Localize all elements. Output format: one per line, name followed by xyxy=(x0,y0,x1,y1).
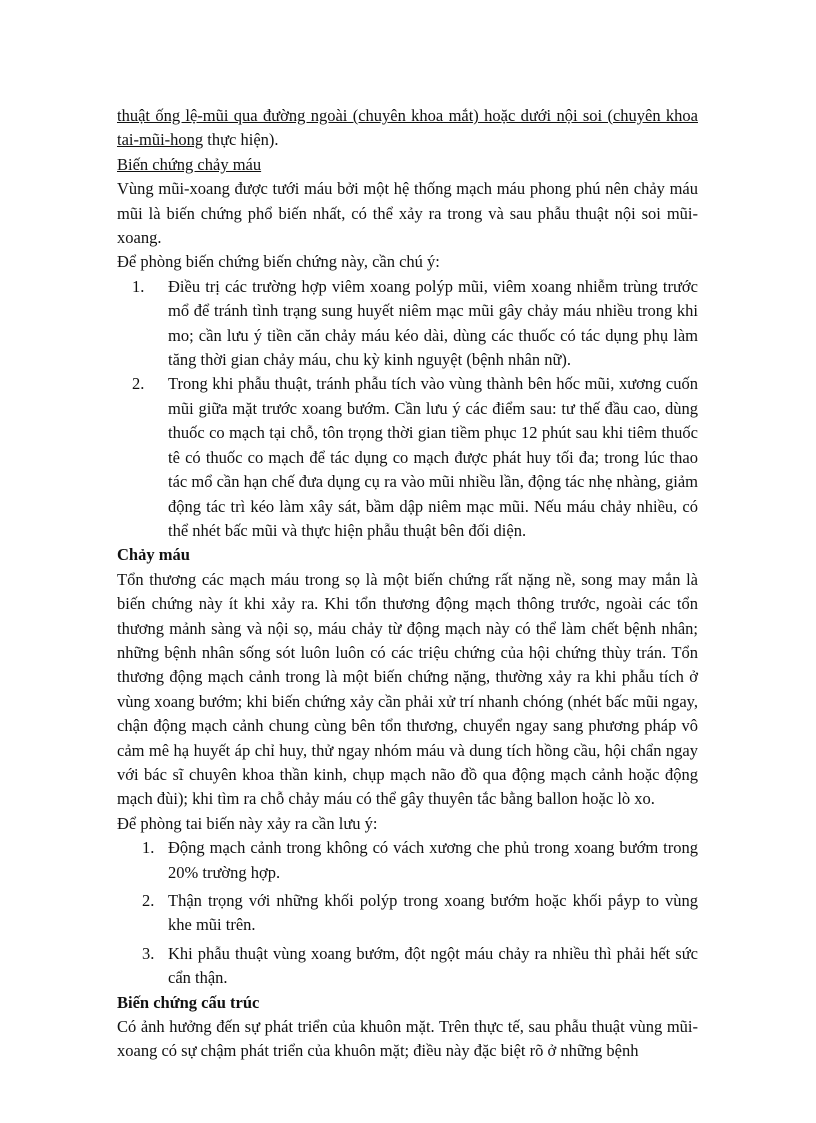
list-item-text: Khi phẫu thuật vùng xoang bướm, đột ngột máu chảy ra nhiều thì phải hết sức cẩn thận. xyxy=(168,943,698,988)
list-item xyxy=(117,942,698,991)
list-item xyxy=(117,836,698,885)
document-page xyxy=(117,104,698,1064)
intro-link: thuật ống lệ-mũi qua đường ngoài (chuyên khoa mắt) hoặc dưới nội soi (chuyên khoa tai-mũi-hong xyxy=(117,106,698,150)
list-item-number: 2. xyxy=(142,891,155,910)
intro-tail: thực hiện). xyxy=(203,130,279,150)
structural-paragraph: Có ảnh hưởng đến sự phát triển của khuôn mặt. Trên thực tế, sau phẫu thuật vùng mũi-xoang có sự chậm phát triển của khuôn mặt; điều này đặc biệt rõ ở những bệnh xyxy=(117,1017,698,1061)
list-item-number: 2. xyxy=(132,374,145,394)
bleeding-complication-prevention-lead: Để phòng biến chứng biến chứng này, cần chú ý: xyxy=(117,252,440,272)
list-item xyxy=(117,889,698,938)
intro-paragraph xyxy=(117,104,698,153)
section-heading-structural: Biến chứng cấu trúc xyxy=(117,992,260,1012)
list-item-text: Động mạch cảnh trong không có vách xương che phủ trong xoang bướm trong 20% trường hợp. xyxy=(168,838,698,882)
list-item-number: 1. xyxy=(142,838,155,858)
bleeding-prevention-list xyxy=(117,836,698,990)
section-heading-bleeding: Chảy máu xyxy=(117,545,190,565)
list-item-number: 3. xyxy=(142,943,155,963)
bleeding-complication-list xyxy=(117,275,698,543)
list-item-text: Trong khi phẫu thuật, tránh phẫu tích vào vùng thành bên hốc mũi, xương cuốn mũi giữa mặt trước xoang bướm. Cần lưu ý các điểm sau: tư thế đầu cao, dùng thuốc co mạch tại chỗ, tôn trọng thời gian tiềm phục 12 phút sau khi tiêm thuốc tê có thuốc co mạch để tác dụng co mạch được phát huy tối đa; trong lúc thao tác mổ cần hạn chế đưa dụng cụ ra vào mũi nhiều lần, động tác nhẹ nhàng, giảm động tác trì kéo làm xây sát, bầm dập niêm mạc mũi. Nếu máu chảy nhiều, có thể nhét bấc mũi và thực hiện phẫu thuật bên đối diện. xyxy=(168,374,698,540)
list-item-text: Thận trọng với những khối polýp trong xoang bướm hoặc khối pắyp to vùng khe mũi trên. xyxy=(168,891,698,935)
bleeding-prevention-lead: Để phòng tai biến này xảy ra cần lưu ý: xyxy=(117,813,378,833)
bleeding-paragraph: Tổn thương các mạch máu trong sọ là một biến chứng rất nặng nề, song may mắn là biến chứng này ít khi xảy ra. Khi tổn thương động mạch thông trước, ngoài các tổn thương mảnh sàng và nội sọ, máu chảy từ động mạch này có thể làm chết bệnh nhân; những bệnh nhân sống sót luôn luôn có các triệu chứng của hội chứng thùy trán. Tổn thương động mạch cảnh trong là một biến chứng nặng, thường xảy ra khi phẫu tích ở vùng xoang bướm; khi biến chứng xảy cần phải xử trí nhanh chóng (nhét bấc mũi ngay, chận động mạch cảnh chung cùng bên tổn thương, chuyển ngay sang phương pháp vô cảm mê hạ huyết áp chỉ huy, thử ngay nhóm máu và dung tích hồng cầu, hội chẩn ngay với bác sĩ chuyên khoa thần kinh, chụp mạch não đồ qua động mạch cảnh hoặc động mạch đùi); khi tìm ra chỗ chảy máu có thể gây thuyên tắc bằng ballon hoặc lò xo. xyxy=(117,569,698,809)
list-item-text: Điều trị các trường hợp viêm xoang polýp mũi, viêm xoang nhiễm trùng trước mổ để tránh tình trạng sung huyết niêm mạc mũi gây chảy máu nhiều trong khi mo; cần lưu ý tiền căn chảy máu kéo dài, dùng các thuốc có tác dụng phụ làm tăng thời gian chảy máu, chu kỳ kinh nguyệt (bệnh nhân nữ). xyxy=(168,276,698,370)
section-heading-bleeding-complication: Biến chứng chảy máu xyxy=(117,154,262,174)
bleeding-complication-paragraph: Vùng mũi-xoang được tưới máu bởi một hệ thống mạch máu phong phú nên chảy máu mũi là biến chứng phổ biến nhất, có thể xảy ra trong và sau phẫu thuật nội soi mũi-xoang. xyxy=(117,179,698,248)
list-item-number: 1. xyxy=(132,276,145,296)
list-item xyxy=(117,275,698,373)
list-item xyxy=(117,372,698,543)
